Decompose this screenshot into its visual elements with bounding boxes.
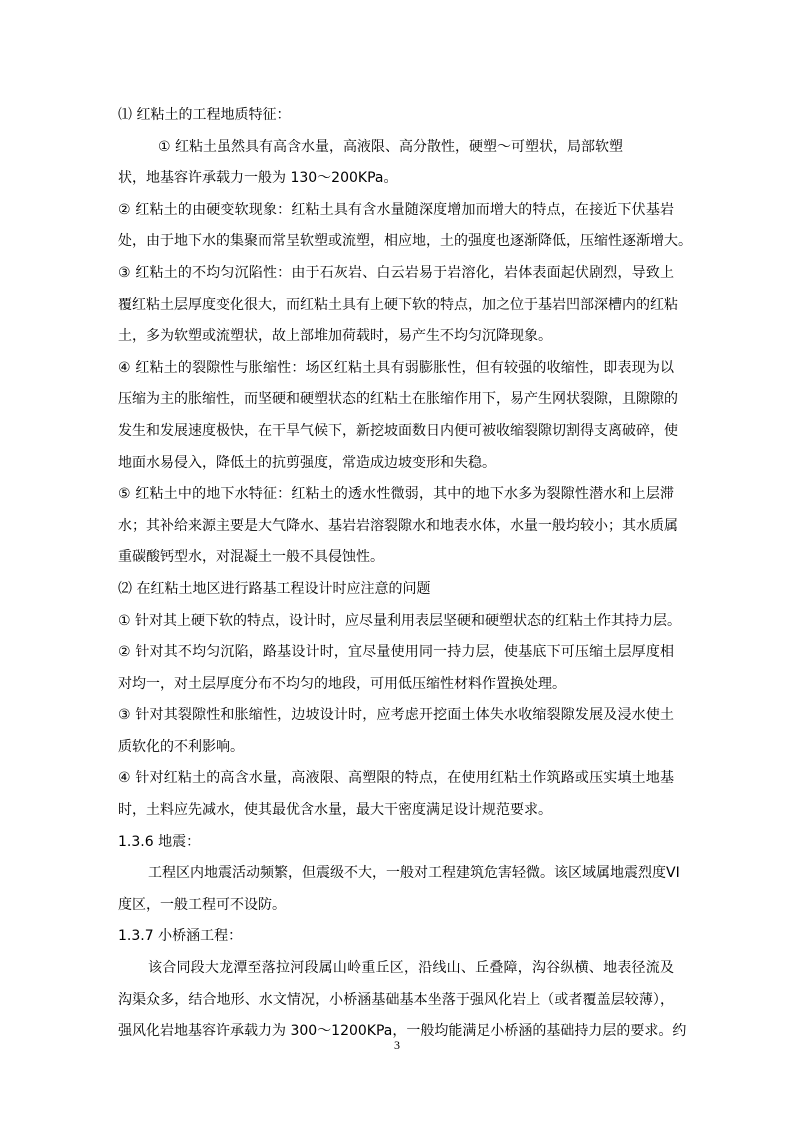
section-heading-small-bridges-culverts: 1.3.7 小桥涵工程：: [118, 928, 243, 945]
page-number: 3: [394, 1038, 400, 1052]
paragraph-line: ② 针对其不均匀沉陷，路基设计时，宜尽量使用同一持力层，使基底下可压缩土层厚度相: [118, 644, 674, 661]
paragraph-line: 时，土料应先减水，使其最优含水量，最大干密度满足设计规范要求。: [118, 802, 552, 819]
paragraph-line: 处，由于地下水的集聚而常呈软塑或流塑，相应地，土的强度也逐渐降低，压缩性逐渐增大。: [118, 233, 692, 250]
paragraph-line: ② 红粘土的由硬变软现象：红粘土具有含水量随深度增加而增大的特点，在接近下伏基岩: [118, 201, 674, 218]
paragraph-line: 重碳酸钙型水，对混凝土一般不具侵蚀性。: [118, 549, 384, 566]
paragraph-line: ④ 针对红粘土的高含水量，高液限、高塑限的特点，在使用红粘土作筑路或压实填土地基: [118, 770, 674, 787]
paragraph-line: ③ 红粘土的不均匀沉陷性：由于石灰岩、白云岩易于岩溶化，岩体表面起伏剧烈，导致上: [118, 264, 674, 281]
paragraph-line: 水；其补给来源主要是大气降水、基岩岩溶裂隙水和地表水体，水量一般均较小；其水质属: [118, 517, 678, 534]
paragraph-line: 发生和发展速度极快，在干旱气候下，新挖坡面数日内便可被收缩裂隙切割得支离破碎，使: [118, 422, 678, 439]
section-heading-design-notes: ⑵ 在红粘土地区进行路基工程设计时应注意的问题: [118, 580, 431, 597]
paragraph-line: 状，地基容许承载力一般为 130～200KPa。: [118, 170, 398, 187]
paragraph-line: 质软化的不利影响。: [118, 738, 244, 755]
paragraph-line: 覆红粘土层厚度变化很大，而红粘土具有上硬下软的特点，加之位于基岩凹部深槽内的红粘: [118, 296, 678, 313]
document-body: [118, 100, 692, 1048]
paragraph-line: ① 针对其上硬下软的特点，设计时，应尽量利用表层坚硬和硬塑状态的红粘土作其持力层。: [118, 612, 681, 629]
paragraph-line: ③ 针对其裂隙性和胀缩性，边坡设计时，应考虑开挖面土体失水收缩裂隙发展及浸水使土: [118, 707, 674, 724]
paragraph-line: 对均一，对土层厚度分布不均匀的地段，可用低压缩性材料作置换处理。: [118, 675, 566, 692]
paragraph-line: 地面水易侵入，降低土的抗剪强度，常造成边坡变形和失稳。: [118, 454, 496, 471]
paragraph-line: 强风化岩地基容许承载力为 300～1200KPa，一般均能满足小桥涵的基础持力层的要求。约: [118, 1023, 687, 1040]
paragraph-line: 工程区内地震活动频繁，但震级不大，一般对工程建筑危害轻微。该区域属地震烈度VI: [148, 865, 680, 882]
paragraph-line: 该合同段大龙潭至落拉河段属山岭重丘区，沿线山、丘叠障，沟谷纵横、地表径流及: [148, 960, 674, 977]
section-heading-earthquake: 1.3.6 地震：: [118, 833, 201, 850]
paragraph-line: 土，多为软塑或流塑状，故上部堆加荷载时，易产生不均匀沉降现象。: [118, 328, 552, 345]
section-heading-red-clay-features: ⑴ 红粘土的工程地质特征：: [118, 107, 291, 123]
paragraph-line: 沟渠众多，结合地形、水文情况，小桥涵基础基本坐落于强风化岩上（或者覆盖层较薄），: [118, 991, 674, 1008]
paragraph-line: 压缩为主的胀缩性，而坚硬和硬塑状态的红粘土在胀缩作用下，易产生网状裂隙，且隙隙的: [118, 391, 678, 408]
paragraph-line: ⑤ 红粘土中的地下水特征：红粘土的透水性微弱，其中的地下水多为裂隙性潜水和上层滞: [118, 486, 674, 503]
paragraph-line: ④ 红粘土的裂隙性与胀缩性：场区红粘土具有弱膨胀性，但有较强的收缩性，即表现为以: [118, 359, 674, 376]
paragraph-line: ① 红粘土虽然具有高含水量，高液限、高分散性，硬塑～可塑状，局部软塑: [158, 138, 623, 155]
paragraph-line: 度区，一般工程可不设防。: [118, 896, 286, 913]
